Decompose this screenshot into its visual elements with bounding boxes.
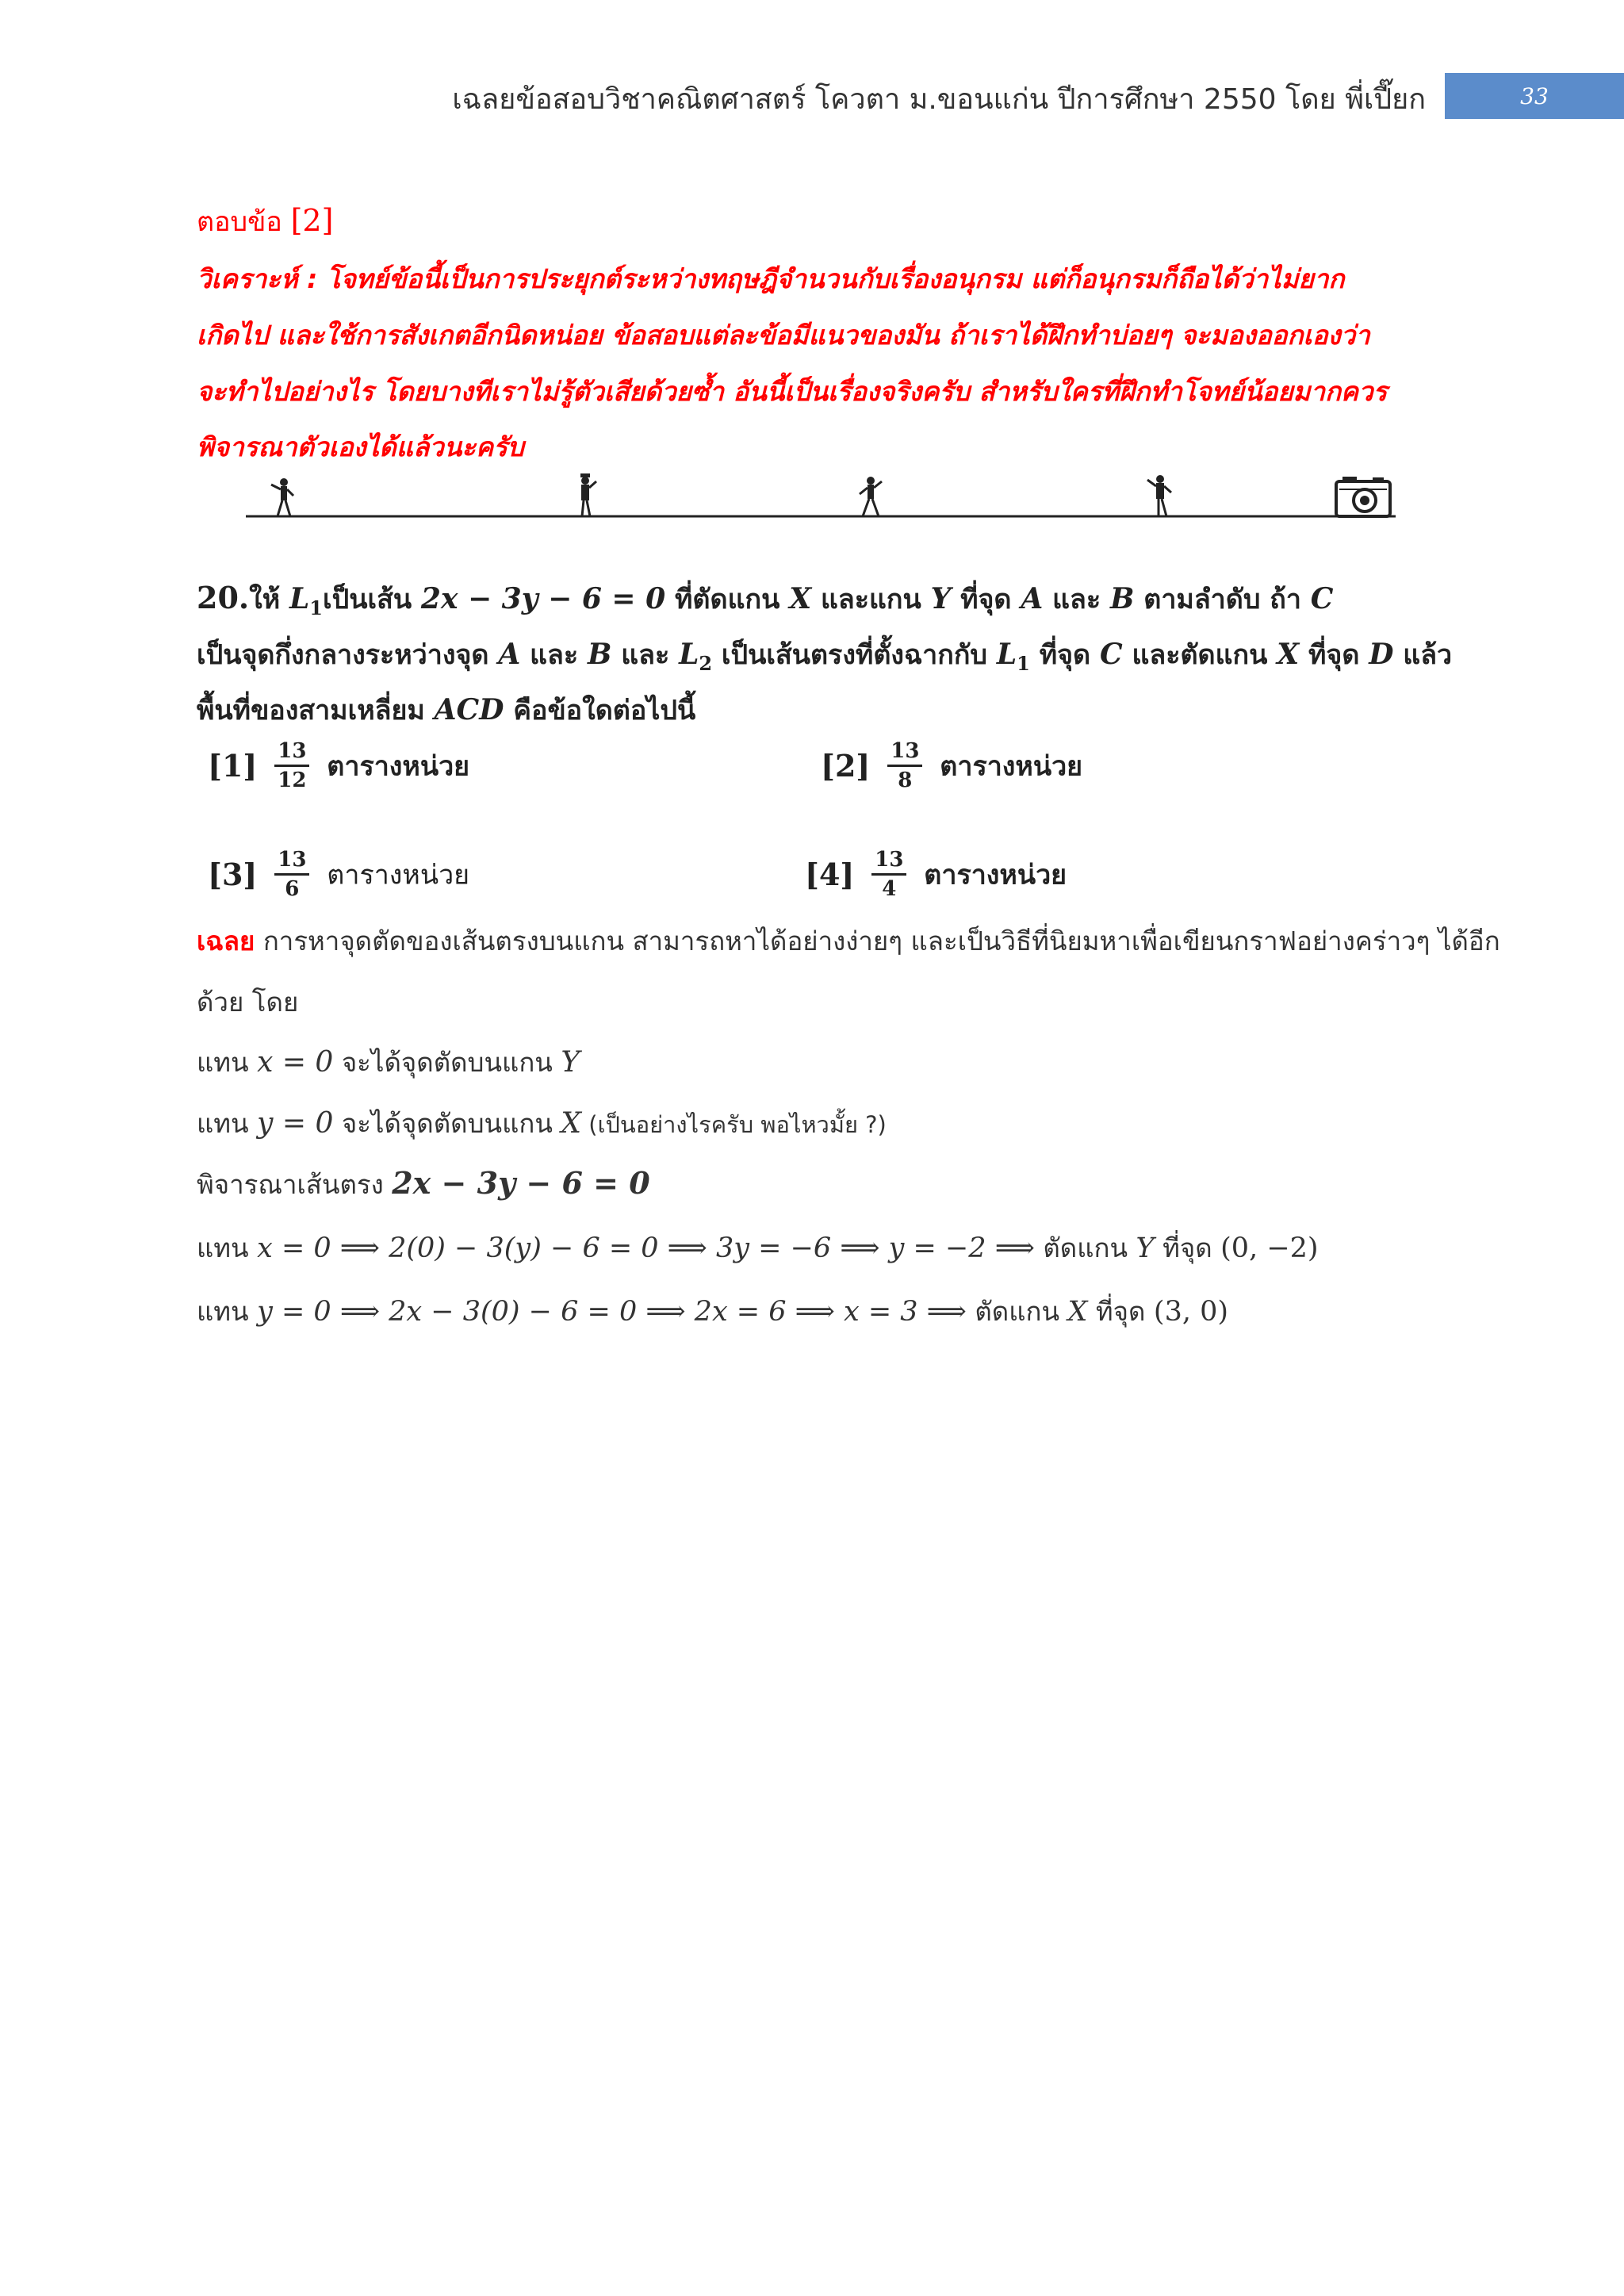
decorative-divider — [246, 464, 1396, 519]
option-2-fraction: $\frac{13}{8}$ — [887, 738, 922, 794]
option-2[interactable]: [2] $\frac{13}{8}$ ตารางหน่วย — [821, 739, 1083, 792]
solution-label: เฉลย — [197, 926, 255, 956]
option-4[interactable]: [4] $\frac{13}{4}$ ตารางหน่วย — [805, 848, 1067, 901]
option-1[interactable]: [1] $\frac{13}{12}$ ตารางหน่วย — [208, 739, 470, 792]
question-number: 20. — [197, 580, 250, 615]
solution-step-2: แทน y = 0 จะได้จุดตัดบนแกน X (เป็นอย่างไรครับ พอไหวมั้ย ?) — [197, 1107, 887, 1140]
previous-answer — [197, 200, 333, 243]
question-line-2: เป็นจุดกึ่งกลางระหว่างจุด A และ B และ $L_2$ เป็นเส้นตรงที่ตั้งฉากกับ $L_1$ ที่จุด C และตัดแกน X ที่จุด D แล้ว — [197, 638, 1453, 675]
solution-intro-line-2: ด้วย โดย — [197, 987, 299, 1018]
solution-step-4: แทน x = 0 ⟹ 2(0) − 3(y) − 6 = 0 ⟹ 3y = −6 ⟹ y = −2 ⟹ ตัดแกน Y ที่จุด (0, −2) — [197, 1232, 1319, 1264]
question-line-3: พื้นที่ของสามเหลี่ยม ACD คือข้อใดต่อไปนี้ — [197, 693, 696, 726]
option-1-fraction: $\frac{13}{12}$ — [274, 738, 309, 794]
solution-step-3: พิจารณาเส้นตรง 2x − 3y − 6 = 0 — [197, 1165, 650, 1201]
person-silhouette-icon — [860, 477, 882, 516]
person-silhouette-icon — [271, 478, 293, 516]
person-silhouette-icon — [1147, 475, 1171, 516]
option-4-fraction: $\frac{13}{4}$ — [871, 846, 906, 903]
page-header-title: เฉลยข้อสอบวิชาคณิตศาสตร์ โควตา ม.ขอนแก่น ปีการศึกษา 2550 โดย พี่เปี๊ยก — [452, 83, 1426, 116]
solution-intro-line-1: เฉลย การหาจุดตัดของเส้นตรงบนแกน สามารถหาได้อย่างง่ายๆ และเป็นวิธีที่นิยมหาเพื่อเขียนกราฟอย่างคร่าวๆ ได้อีก — [197, 926, 1500, 956]
solution-step-1: แทน x = 0 จะได้จุดตัดบนแกน Y — [197, 1046, 580, 1079]
option-3[interactable]: [3] $\frac{13}{6}$ ตารางหน่วย — [208, 848, 470, 901]
analysis-line-4: พิจารณาตัวเองได้แล้วนะครับ — [197, 431, 524, 462]
line-equation: 2x − 3y − 6 = 0 — [420, 582, 666, 615]
page-number: 33 — [1520, 82, 1549, 109]
solution-step-5: แทน y = 0 ⟹ 2x − 3(0) − 6 = 0 ⟹ 2x = 6 ⟹ x = 3 ⟹ ตัดแกน X ที่จุด (3, 0) — [197, 1296, 1229, 1328]
question-line-1: 20.ให้ $L_1$เป็นเส้น 2x − 3y − 6 = 0 ที่ตัดแกน X และแกน Y ที่จุด A และ B ตามลำดับ ถ้า C — [197, 580, 1334, 619]
page-number-badge — [1445, 73, 1624, 119]
previous-answer-label: ตอบข้อ — [197, 206, 282, 238]
analysis-line-2: เกิดไป และใช้การสังเกตอีกนิดหน่อย ข้อสอบแต่ละข้อมีแนวของมัน ถ้าเราได้ฝึกทำบ่อยๆ จะมองออกเองว่า — [197, 320, 1370, 351]
previous-answer-value: [2] — [290, 203, 334, 238]
camera-icon — [1336, 477, 1390, 516]
analysis-line-1: วิเคราะห์ : โจทย์ข้อนี้เป็นการประยุกต์ระหว่างทฤษฎีจำนวนกับเรื่องอนุกรม แต่ก็อนุกรมก็ถือได้ว่าไม่ยาก — [197, 263, 1345, 294]
analysis-line-3: จะทำไปอย่างไร โดยบางทีเราไม่รู้ตัวเสียด้วยซ้ำ อันนี้เป็นเรื่องจริงครับ สำหรับใครที่ฝึกทำโจทย์น้อยมากควร — [197, 376, 1388, 407]
person-silhouette-icon — [580, 473, 596, 516]
option-3-fraction: $\frac{13}{6}$ — [274, 846, 309, 903]
